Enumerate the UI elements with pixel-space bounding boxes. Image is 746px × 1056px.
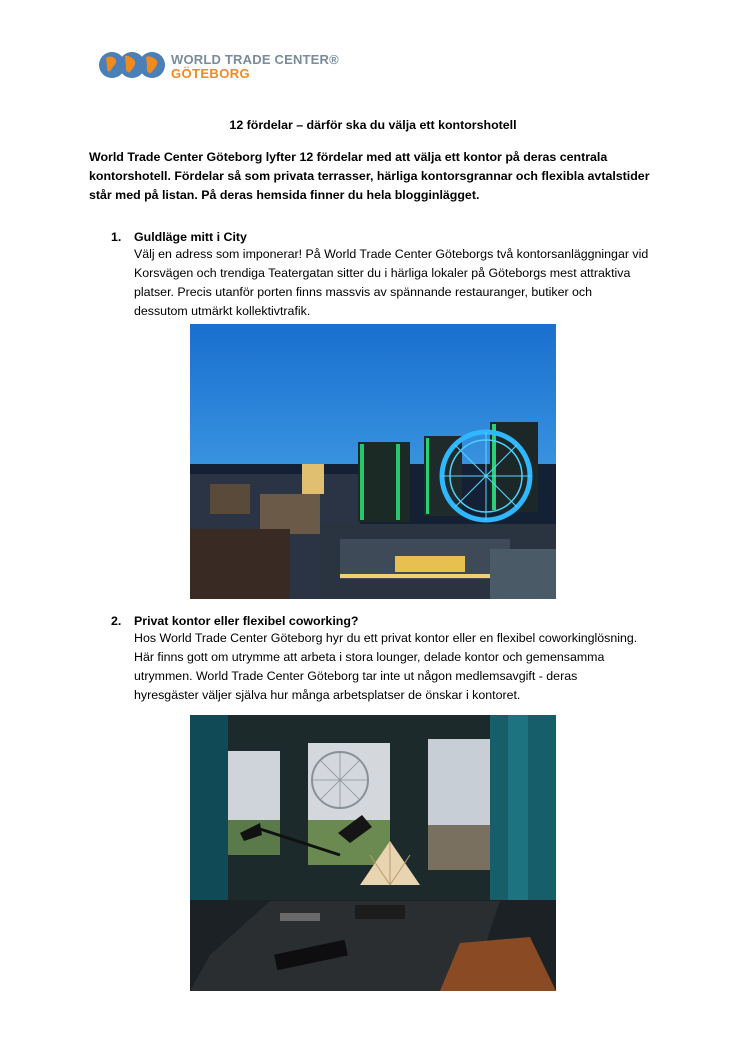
office-interior-image bbox=[190, 715, 556, 991]
text-line: hyresgäster väljer själva hur många arbetsplatser de önskar i kontoret. bbox=[134, 688, 521, 702]
list-item-text bbox=[134, 629, 674, 705]
intro-line: World Trade Center Göteborg lyfter 12 fördelar med att välja ett kontor på deras centrala bbox=[89, 150, 608, 164]
list-item-title: Privat kontor eller flexibel coworking? bbox=[134, 614, 359, 628]
list-item-title: Guldläge mitt i City bbox=[134, 230, 247, 244]
intro-line: står med på listan. På deras hemsida finner du hela blogginlägget. bbox=[89, 188, 480, 202]
text-line: Hos World Trade Center Göteborg hyr du ett privat kontor eller en flexibel coworkinglösning. bbox=[134, 631, 638, 645]
logo-text-goteborg: GÖTEBORG bbox=[171, 66, 251, 81]
intro-line: kontorshotell. Fördelar så som privata terrasser, härliga kontorsgrannar och flexibla avtalstider bbox=[89, 169, 650, 183]
city-skyline-image bbox=[190, 324, 556, 599]
logo bbox=[98, 46, 338, 84]
list-item-heading bbox=[111, 614, 358, 628]
text-line: platser. Precis utanför porten finns massvis av spännande restauranger, butiker och bbox=[134, 285, 593, 299]
text-line: Här finns gott om utrymme att arbeta i stora lounger, delade kontor och gemensamma bbox=[134, 650, 605, 664]
text-line: Välj en adress som imponerar! På World Trade Center Göteborgs två kontorsanläggningar vid bbox=[134, 247, 649, 261]
text-line: utrymmen. World Trade Center Göteborg tar inte ut någon medlemsavgift - deras bbox=[134, 669, 578, 683]
globe-logo-icon bbox=[98, 46, 166, 84]
document-title: 12 fördelar – därför ska du välja ett kontorshotell bbox=[229, 118, 517, 132]
list-item-number: 2. bbox=[111, 614, 122, 628]
city-skyline-photo bbox=[190, 324, 556, 599]
text-line: Korsvägen och trendiga Teatergatan sitter du i härliga lokaler på Göteborgs mest attraktiva bbox=[134, 266, 631, 280]
intro-paragraph bbox=[89, 148, 659, 205]
list-item-number: 1. bbox=[111, 230, 122, 244]
office-interior-photo bbox=[190, 715, 556, 991]
list-item-heading bbox=[111, 230, 247, 244]
text-line: dessutom utmärkt kollektivtrafik. bbox=[134, 304, 311, 318]
list-item-text bbox=[134, 245, 674, 321]
logo-text-world-trade-center: WORLD TRADE CENTER® bbox=[171, 52, 339, 67]
